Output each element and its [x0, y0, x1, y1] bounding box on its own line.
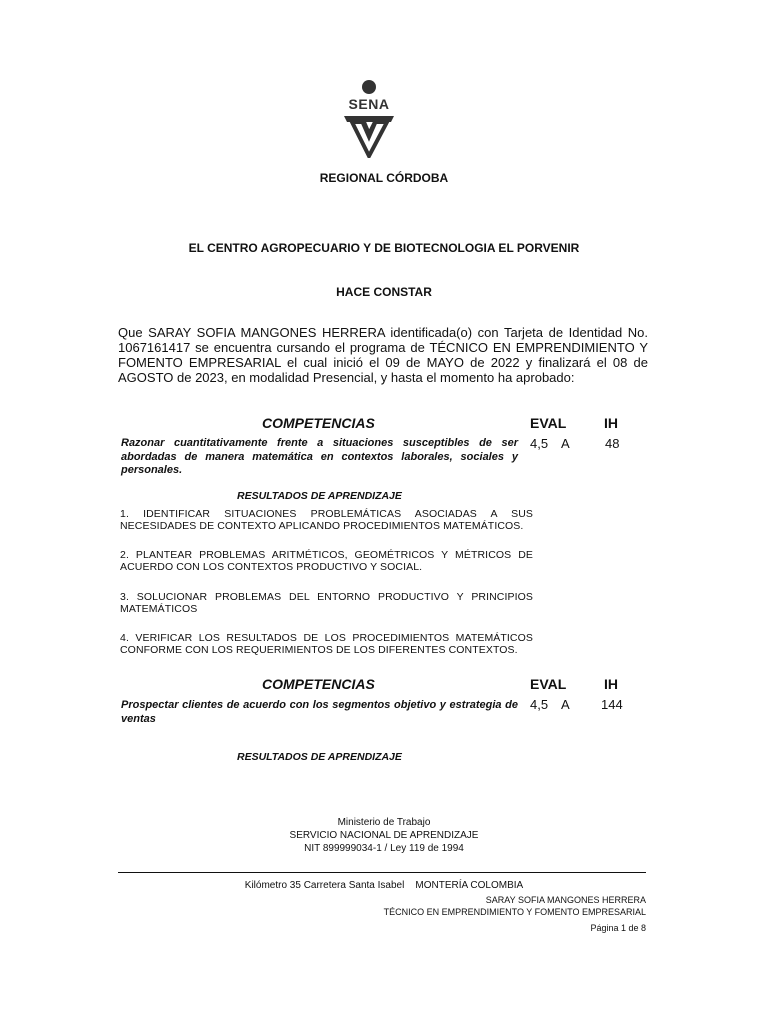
- result-item: 2. PLANTEAR PROBLEMAS ARITMÉTICOS, GEOMÉTRICOS Y MÉTRICOS DE ACUERDO CON LOS CONTEXTOS PRODUCTIVO Y SOCIAL.: [120, 549, 533, 573]
- eval-score: 4,5: [530, 697, 549, 712]
- sena-logo: [338, 78, 418, 158]
- competencias-heading: COMPETENCIAS: [262, 415, 375, 431]
- competency-text: Razonar cuantitativamente frente a situaciones susceptibles de ser abordadas de manera matemática en contextos laborales, sociales y personales.: [121, 437, 518, 476]
- footer-program: TÉCNICO EN EMPRENDIMIENTO Y FOMENTO EMPRESARIAL: [383, 907, 646, 917]
- footer-student-name: SARAY SOFIA MANGONES HERRERA: [485, 895, 646, 905]
- regional-heading: REGIONAL CÓRDOBA: [319, 171, 449, 185]
- results-heading: RESULTADOS DE APRENDIZAJE: [237, 490, 402, 502]
- center-heading: EL CENTRO AGROPECUARIO Y DE BIOTECNOLOGIA EL PORVENIR: [188, 241, 580, 255]
- eval-score: 4,5: [530, 436, 549, 451]
- result-item: 3. SOLUCIONAR PROBLEMAS DEL ENTORNO PRODUCTIVO Y PRINCIPIOS MATEMÁTICOS: [120, 591, 533, 615]
- ih-value: 48: [605, 436, 620, 451]
- eval-grade: A: [561, 697, 570, 712]
- result-item: 1. IDENTIFICAR SITUACIONES PROBLEMÁTICAS ASOCIADAS A SUS NECESIDADES DE CONTEXTO APLICANDO PROCEDIMIENTOS MATEMÁTICOS.: [120, 508, 533, 532]
- results-heading: RESULTADOS DE APRENDIZAJE: [237, 751, 402, 763]
- certifies-heading: HACE CONSTAR: [336, 285, 432, 299]
- competency-text: Prospectar clientes de acuerdo con los segmentos objetivo y estrategia de ventas: [121, 699, 518, 725]
- eval-column-header: EVAL: [530, 415, 567, 431]
- ih-column-header: IH: [604, 676, 618, 692]
- logo-wordmark: SENA: [348, 96, 390, 112]
- eval-column-header: EVAL: [530, 676, 567, 692]
- result-item: 4. VERIFICAR LOS RESULTADOS DE LOS PROCEDIMIENTOS MATEMÁTICOS CONFORME CON LOS REQUERIMIENTOS DE LOS DIFERENTES CONTEXTOS.: [120, 632, 533, 656]
- footer-service: SERVICIO NACIONAL DE APRENDIZAJE: [289, 830, 479, 841]
- footer-divider: [118, 872, 646, 873]
- eval-grade: A: [561, 436, 570, 451]
- footer-address: Kilómetro 35 Carretera Santa Isabel MONTERÍA COLOMBIA: [244, 880, 524, 891]
- sena-logo-icon: [338, 78, 418, 158]
- ih-column-header: IH: [604, 415, 618, 431]
- footer-ministry: Ministerio de Trabajo: [337, 817, 431, 828]
- footer-nit: NIT 899999034-1 / Ley 119 de 1994: [304, 843, 464, 854]
- intro-paragraph: Que SARAY SOFIA MANGONES HERRERA identificada(o) con Tarjeta de Identidad No. 1067161417 se encuentra cursando el programa de TÉCNICO EN EMPRENDIMIENTO Y FOMENTO EMPRESARIAL el cual inició el 09 de MAYO de 2022 y finalizará el 08 de AGOSTO de 2023, en modalidad Presencial, y hasta el momento ha aprobado:: [118, 325, 648, 385]
- ih-value: 144: [601, 697, 623, 712]
- competencias-heading: COMPETENCIAS: [262, 676, 375, 692]
- page-number: Página 1 de 8: [590, 923, 646, 933]
